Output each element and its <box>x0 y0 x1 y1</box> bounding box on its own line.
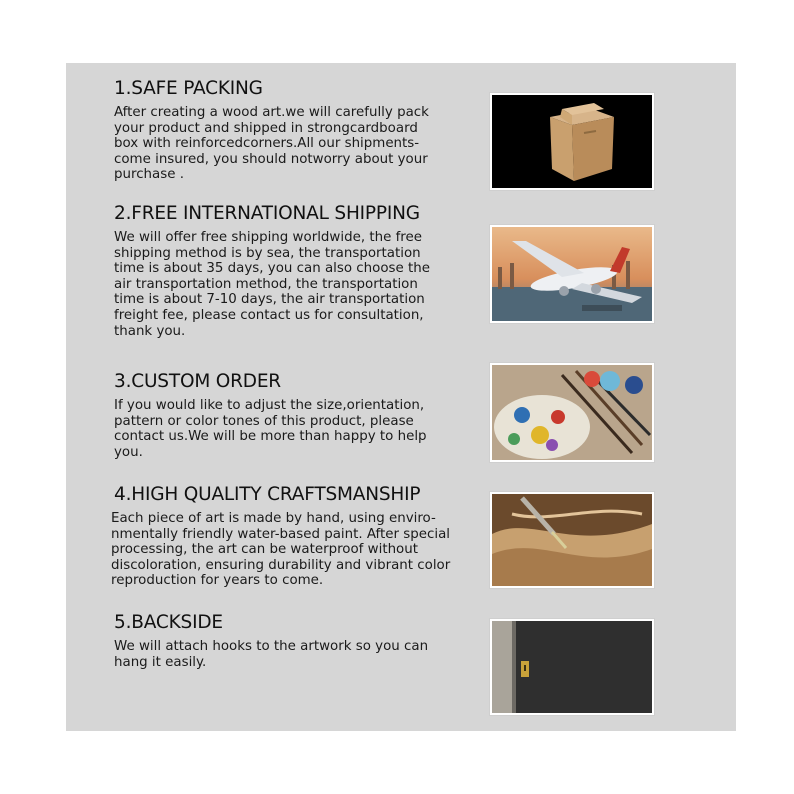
artwork-backside-image <box>490 619 654 715</box>
section-body: If you would like to adjust the size,orientation, pattern or color tones of this product, please contact us.We will be more than happy to help you. <box>114 398 427 460</box>
section-safe-packing <box>114 78 484 183</box>
airplane-port-image <box>490 225 654 323</box>
cardboard-boxes-image <box>490 93 654 190</box>
section-heading: 3.CUSTOM ORDER <box>114 371 281 392</box>
section-body: We will offer free shipping worldwide, the free shipping method is by sea, the transportation time is about 35 days, you can also choose the air transportation method, the transportation time is about 7-10 days, the air transportation freight fee, please contact us for consultation, thank you. <box>114 230 430 339</box>
section-heading: 1.SAFE PACKING <box>114 78 263 99</box>
section-heading: 5.BACKSIDE <box>114 612 223 633</box>
section-free-shipping <box>114 203 484 339</box>
section-backside <box>114 612 484 670</box>
wood-carving-image <box>490 492 654 588</box>
paint-palette-image <box>490 363 654 462</box>
section-heading: 2.FREE INTERNATIONAL SHIPPING <box>114 203 420 224</box>
section-heading: 4.HIGH QUALITY CRAFTSMANSHIP <box>114 484 421 505</box>
section-body: We will attach hooks to the artwork so you can hang it easily. <box>114 639 429 670</box>
section-custom-order <box>114 371 484 460</box>
section-body: After creating a wood art.we will carefully pack your product and shipped in strongcardboard box with reinforcedcorners.All our shipments- come insured, you should notworry about your purchase . <box>114 105 429 183</box>
section-craftsmanship <box>111 484 481 589</box>
section-body: Each piece of art is made by hand, using enviro- nmentally friendly water-based paint. After special processing, the art can be waterproof without discoloration, ensuring durability and vibrant color reproduction for years to come. <box>111 511 451 589</box>
